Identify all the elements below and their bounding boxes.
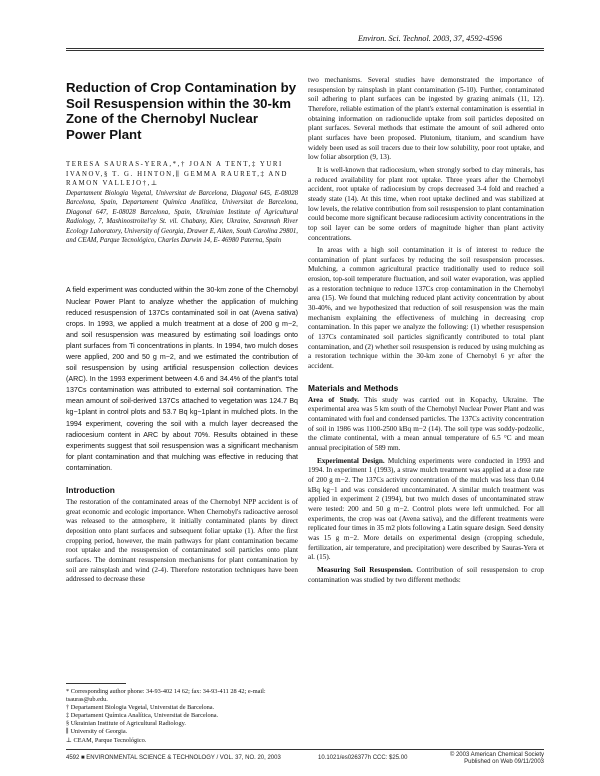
footer-published: Published on Web 09/11/2003 bbox=[464, 759, 544, 765]
footnote-4: ∥ University of Georgia. bbox=[66, 728, 128, 736]
body-paragraph-2: It is well-known that radiocesium, when strongly sorbed to clay minerals, has a reduced availability for plant root uptake. Three years after the Chernobyl accident, root uptake of radiocesium by crops decreased 3-4 fold and reached a steady state (14). At this time, when root uptake declined and was stabilized at low levels, the relative contribution from soil resuspension to plant contamination could become more significant because radiocesium activity concentrations in the top soil layer can be some orders of magnitude higher than plant activity concentrations. bbox=[308, 165, 544, 242]
resuspension-paragraph bbox=[308, 566, 544, 585]
footnote-1: † Departament Biologia Vegetal, Universitat de Barcelona. bbox=[66, 704, 215, 712]
footer-doi: 10.1021/es026377h CCC: $25.00 bbox=[318, 755, 408, 761]
introduction-paragraph: The restoration of the contaminated areas of the Chernobyl NPP accident is of great economic and ecologic importance. When Chernobyl's radioactive aerosol was released to the atmosphere, it initially contaminated plants by direct deposition onto plant surfaces and subsequent foliar uptake (1). After the first cropping period, however, the main pathways for plant contamination became root uptake and the resuspension of contaminated soil particles onto plant surfaces. The dominant resuspension mechanisms for plant contamination by soil are rainsplash and wind (2-4). Therefore restoration techniques have been addressed to decrease these bbox=[66, 498, 298, 584]
article-title: Reduction of Crop Contamination by Soil Resuspension within the 30-km Zone of the Chernobyl Nuclear Power Plant bbox=[66, 80, 297, 142]
footer-copyright: © 2003 American Chemical Society bbox=[449, 752, 544, 758]
introduction-heading: Introduction bbox=[66, 485, 115, 496]
footnote-rule bbox=[66, 683, 126, 684]
author-affiliations: Departament Biologia Vegetal, Universitat de Barcelona, Diagonal 645, E-08028 Barcelona, Spain, Departament Química Analítica, Universitat de Barcelona, Diagonal 647, E-08028 Barcelona, Spain, Ukrainian Institute of Agricultural Radiology, 7, Mashinostroitel'ey St. vil. Chabany, Kiev, Ukraine, Savannah River Ecology Laboratory, University of Georgia, Drawer E, Aiken, South Carolina 29801, and CEAM, Parque Tecnológico, Charles Darwin 14, E- 46980 Paterna, Spain bbox=[66, 189, 298, 245]
design-label: Experimental Design. bbox=[317, 456, 385, 465]
author-list: TERESA SAURAS-YERA,*,† JOAN A TENT,‡ YURI IVANOV,§ T. G. HINTON,∥ GEMMA RAURET,‡ AND RAMON VALLEJO†,⊥ bbox=[66, 161, 288, 187]
right-column bbox=[308, 76, 544, 585]
footnote-2: ‡ Departament Química Analítica, Universitat de Barcelona. bbox=[66, 712, 219, 720]
left-column bbox=[66, 76, 298, 585]
footnote-corresponding: * Corresponding author phone: 34-93-402 14 62; fax: 34-93-411 28 42; e-mail: tsauras@ub.edu. bbox=[66, 688, 266, 704]
study-area-label: Area of Study. bbox=[308, 395, 359, 404]
footnotes bbox=[66, 683, 298, 745]
body-paragraph-1: two mechanisms. Several studies have demonstrated the importance of resuspension by rainsplash in plant contamination (5-10). Further, contaminated soil adhering to plant surfaces can be ingested by grazing animals (11, 12). Therefore, reliable estimation of the plant's external contamination is essential in obtaining information on radionuclide uptake from soil particles deposited on plant surfaces. Several methods that estimate the amount of soil adhered onto plant surfaces have been proposed. Plutonium, titanium, and scandium have widely been used as soil tracers due to their low solubility, poor root uptake, and low foliar absorption (9, 13). bbox=[308, 76, 544, 162]
footnote-5: ⊥ CEAM, Parque Tecnológico. bbox=[66, 736, 147, 744]
design-text: Mulching experiments were conducted in 1993 and 1994. In experiment 1 (1993), a straw mulch treatment was applied at a dose rate of 200 g m−2. The 137Cs activity concentration of the mulch was less than 0.04 kBq kg−1 and was considered uncontaminated. A similar mulch treatment was applied in experiment 2 (1994), but two mulch doses of uncontaminated straw were tested: 200 and 50 g m−2. Control plots were left unmulched. For all experiments, the crop was oat (Avena sativa), and the different treatments were replicated four times in 35 m2 plots following a Latin square design. Seed density was 15 g m−2. More details on experimental design (cropping schedule, fertilization, air temperature, and precipitation) were described by Sauras-Yera et al. (15). bbox=[308, 456, 545, 562]
abstract: A field experiment was conducted within the 30-km zone of the Chernobyl Nuclear Power Plant to analyze whether the application of mulching reduced resuspension of 137Cs contaminated soil in oat (Avena sativa) crops. In 1993, we applied a mulch treatment at a dose of 200 g m−2, and soil resuspension was measured by estimating soil loadings onto plant surfaces from Ti concentrations in plants. In 1994, two mulch doses were applied, 200 and 50 g m−2, and we estimated the contribution of soil resuspension by using artificial resuspension collection devices (ARC). In the 1993 experiment between 4.6 and 34.4% of the plant's total 137Cs contamination was attributed to external soil contamination. The mean amount of soil-derived 137Cs attached to vegetation was 124.7 Bq kg−1plant in control plots and 53.7 Bq kg−1plant in mulched plots. In the 1994 experiment, covering the soil with a mulch layer decreased the radiocesium content in ARC by about 70%. Results obtained in these experiments suggest that soil resuspension was a significant mechanism for plant contamination and that mulching was effective in reducing that contamination. bbox=[66, 286, 298, 472]
header-rule-secondary bbox=[66, 50, 544, 51]
header-rule bbox=[66, 48, 544, 49]
body-paragraph-3: In areas with a high soil contamination it is of interest to reduce the contamination of plant surfaces by reducing the soil resuspension processes. Mulching, a common agricultural practice traditionally used to reduce soil erosion, top-soil temperature fluctuation, and soil water evaporation, was applied as a restoration technique to reduce 137Cs crop contamination in the Chernobyl area (15). We found that mulching reduced plant activity concentration by about 30-40%, and we hypothesized that reduction of soil resuspension was the main mechanism explaining the effectiveness of mulching in decreasing crop contamination. In this paper we analyze the following: (1) whether resuspension of 137Cs contaminated soil particles significantly contributed to total plant contamination, and (2) whether soil resuspension is reduced by using mulching as a restoration technique within the 30-km zone of Chernobyl 6 yr after the accident. bbox=[308, 246, 544, 371]
design-paragraph bbox=[308, 457, 544, 563]
footnote-3: § Ukrainian Institute of Agricultural Radiology. bbox=[66, 720, 186, 728]
methods-heading: Materials and Methods bbox=[308, 382, 399, 393]
footer-page-info: 4592 ■ ENVIRONMENTAL SCIENCE & TECHNOLOGY / VOL. 37, NO. 20, 2003 bbox=[66, 755, 281, 761]
resuspension-label: Measuring Soil Resuspension. bbox=[317, 565, 413, 574]
footer-publication bbox=[450, 752, 544, 766]
study-area-text: This study was carried out in Kopachy, Ukraine. The experimental area was 5 km south of the Chernobyl Nuclear Power Plant and was contaminated with fuel and condensed particles. The 137Cs activity concentration of soil in 1986 was 1100-2500 kBq m−2 (14). The soil type was soddy-podzolic, the climate continental, with a mean annual temperature of 6.5 °C and mean annual precipitation of 589 mm. bbox=[308, 395, 544, 452]
study-area-paragraph bbox=[308, 396, 544, 454]
resuspension-text: Contribution of soil resuspension to crop contamination was studied by two different methods: bbox=[308, 565, 545, 584]
journal-citation: Environ. Sci. Technol. 2003, 37, 4592-4596 bbox=[357, 34, 503, 43]
footer-rule bbox=[66, 749, 544, 750]
